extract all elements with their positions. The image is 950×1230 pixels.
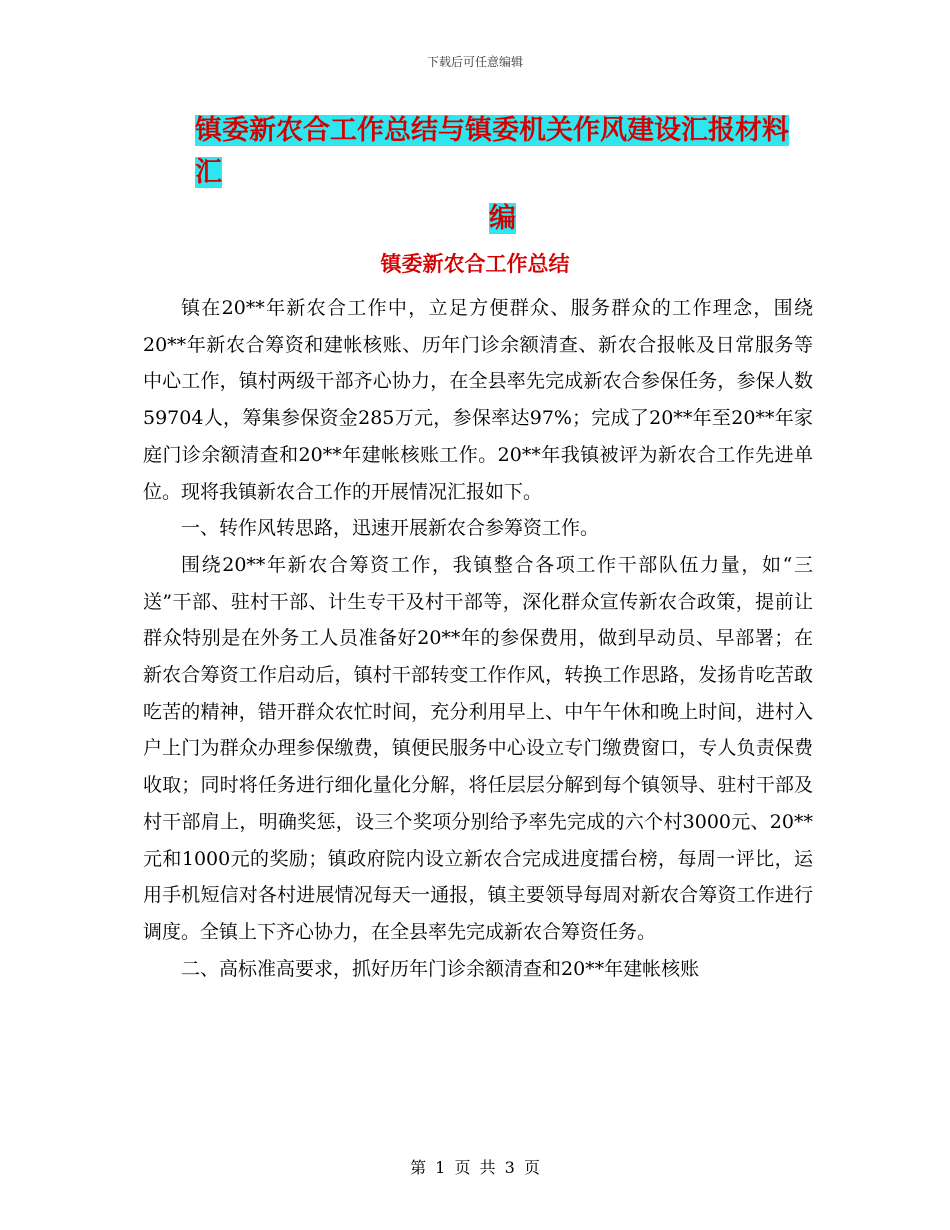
paragraph-fundraising: 围绕20**年新农合筹资工作，我镇整合各项工作干部队伍力量，如“三送”干部、驻村干部、计生专干及村干部等，深化群众宣传新农合政策，提前让群众特别是在外务工人员准备好20**年的参保费用，做到早动员、早部署；在新农合筹资工作启动后，镇村干部转变工作作风，转换工作思路，发扬肯吃苦敢吃苦的精神，错开群众农忙时间，充分利用早上、中午午休和晚上时间，进村入户上门为群众办理参保缴费，镇便民服务中心设立专门缴费窗口，专人负责保费收取；同时将任务进行细化量化分解，将任层层分解到每个镇领导、驻村干部及村干部肩上，明确奖惩，设三个奖项分别给予率先完成的六个村3000元、20**元和1000元的奖励；镇政府院内设立新农合完成进度擂台榜，每周一评比，运用手机短信对各村进展情况每天一通报，镇主要领导每周对新农合筹资工作进行调度。全镇上下齐心协力，在全县率先完成新农合筹资任务。 xyxy=(143,553,813,943)
body-text xyxy=(143,290,813,987)
paragraph-heading-1: 一、转作风转思路，迅速开展新农合参筹资工作。 xyxy=(181,517,600,540)
document-title-line-2: 编 xyxy=(489,203,516,234)
document-title-line-1: 镇委新农合工作总结与镇委机关作风建设汇报材料汇 xyxy=(195,115,789,188)
page-footer: 第 1 页 共 3 页 xyxy=(410,1158,540,1177)
document-title xyxy=(195,110,810,240)
page-header-note: 下载后可任意编辑 xyxy=(426,55,523,69)
section-title: 镇委新农合工作总结 xyxy=(380,251,570,276)
paragraph-intro: 镇在20**年新农合工作中，立足方便群众、服务群众的工作理念，围绕20**年新农合筹资和建帐核账、历年门诊余额清查、新农合报帐及日常服务等中心工作，镇村两级干部齐心协力，在全县率先完成新农合参保任务，参保人数59704人，筹集参保资金285万元，参保率达97%；完成了20**年至20**年家庭门诊余额清查和20**年建帐核账工作。20**年我镇被评为新农合工作先进单位。现将我镇新农合工作的开展情况汇报如下。 xyxy=(143,297,813,503)
paragraph-heading-2: 二、高标准高要求，抓好历年门诊余额清查和20**年建帐核账 xyxy=(181,957,700,980)
